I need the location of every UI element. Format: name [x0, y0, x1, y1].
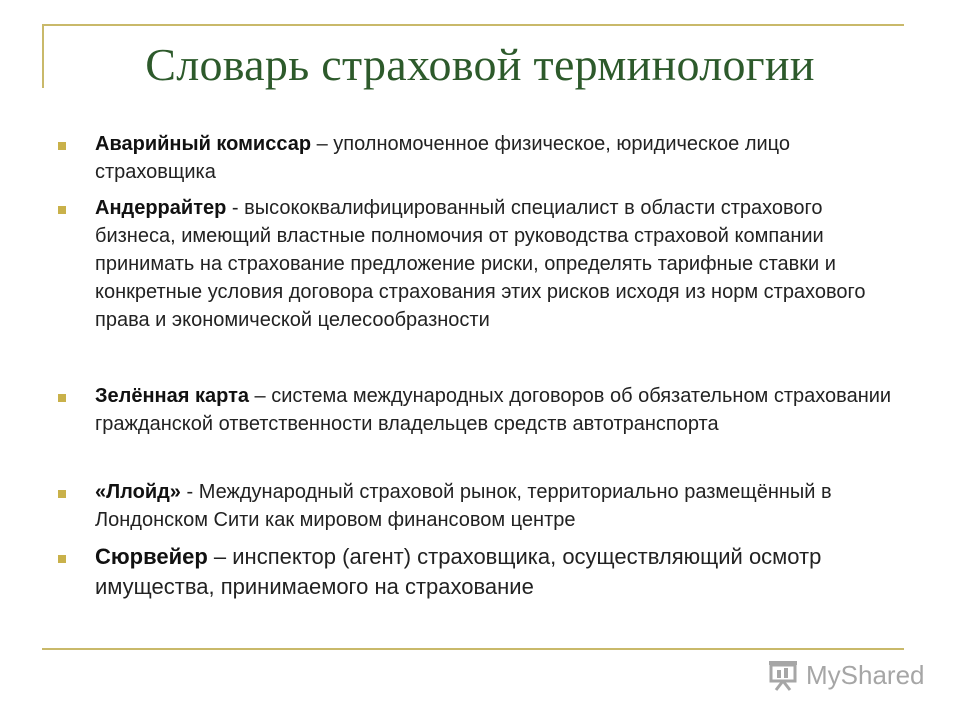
list-item — [58, 130, 908, 186]
list-item — [58, 194, 908, 334]
watermark — [766, 658, 925, 692]
term-separator: - — [226, 197, 245, 219]
term-name: Зелённая карта — [95, 385, 249, 407]
watermark-text: MyShared — [806, 659, 925, 690]
term-separator: - — [180, 481, 199, 503]
term-separator: – — [311, 133, 334, 155]
projector-screen-icon — [766, 658, 800, 692]
bullet-icon — [58, 490, 66, 498]
list-item — [58, 478, 908, 534]
term-name: Аварийный комиссар — [95, 133, 312, 155]
page-title: Словарь страховой терминологии — [145, 39, 815, 90]
term-name: Сюрвейер — [95, 544, 208, 569]
bullet-icon — [58, 555, 66, 563]
list-item — [58, 542, 908, 602]
bottom-rule — [42, 648, 904, 650]
bullet-icon — [58, 394, 66, 402]
bullet-icon — [58, 142, 66, 150]
term-separator: – — [207, 544, 233, 569]
term-separator: – — [249, 385, 272, 407]
term-name: «Ллойд» — [95, 481, 181, 503]
term-definition: высококвалифицированный специалист в области страхового бизнеса, имеющий властные полномочия от руководства страховой компании принимать на страхование предложение риски, определять тарифные ставки и конкретные условия договора страхования этих рисков исходя из норм страхового права и экономической целесообразности — [95, 197, 866, 331]
term-definition: система международных договоров об обязательном страховании гражданской ответственности владельцев средств автотранспорта — [95, 385, 892, 435]
term-definition: уполномоченное физическое, юридическое лицо страховщика — [95, 133, 791, 183]
bullet-icon — [58, 206, 66, 214]
term-definition: инспектор (агент) страховщика, осуществляющий осмотр имущества, принимаемого на страхование — [95, 544, 822, 599]
list-item — [58, 382, 908, 438]
term-name: Андеррайтер — [95, 197, 227, 219]
term-definition: Международный страховой рынок, территориально размещённый в Лондонском Сити как мировом финансовом центре — [95, 481, 832, 531]
top-rule — [42, 24, 904, 26]
